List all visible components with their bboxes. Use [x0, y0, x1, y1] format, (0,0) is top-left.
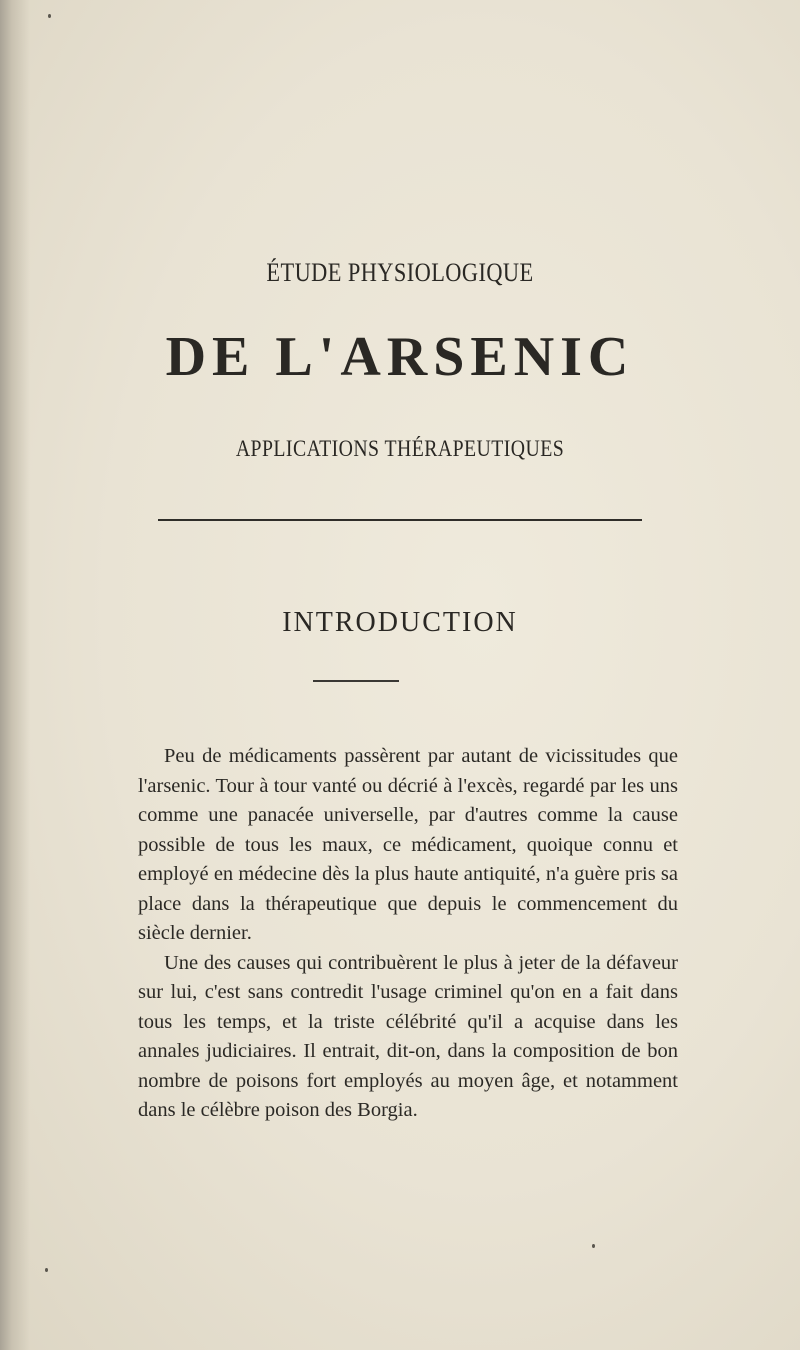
body-text — [138, 742, 678, 1126]
ink-speck — [48, 14, 51, 18]
binding-shadow — [0, 0, 30, 1350]
book-subtitle: APPLICATIONS THÉRAPEUTIQUES — [235, 436, 565, 461]
paragraph: Peu de médicaments passèrent par autant de vicissitudes que l'arsenic. Tour à tour vanté ou décrié à l'excès, regardé par les uns comme une panacée universelle, par d'autres comme la cause possible de tous les maux, ce médicament, quoique connu et employé en médecine dès la plus haute antiquité, n'a guère pris sa place dans la thérapeutique que depuis le commencement du siècle dernier. — [138, 745, 678, 944]
pre-title: ÉTUDE PHYSIOLOGIQUE — [266, 258, 534, 287]
ink-speck — [592, 1244, 595, 1248]
section-divider — [313, 680, 399, 682]
title-divider — [158, 519, 642, 521]
section-heading: INTRODUCTION — [282, 607, 518, 638]
paragraph: Une des causes qui contribuèrent le plus à jeter de la défaveur sur lui, c'est sans contredit l'usage criminel qu'on en a fait dans tous les temps, et la triste célébrité qu'il a acquise dans les annales judiciaires. Il entrait, dit-on, dans la composition de bon nombre de poisons fort employés au moyen âge, et notamment dans le célèbre poison des Borgia. — [138, 951, 678, 1121]
book-title: DE L'ARSENIC — [165, 326, 635, 388]
ink-speck — [45, 1268, 48, 1272]
